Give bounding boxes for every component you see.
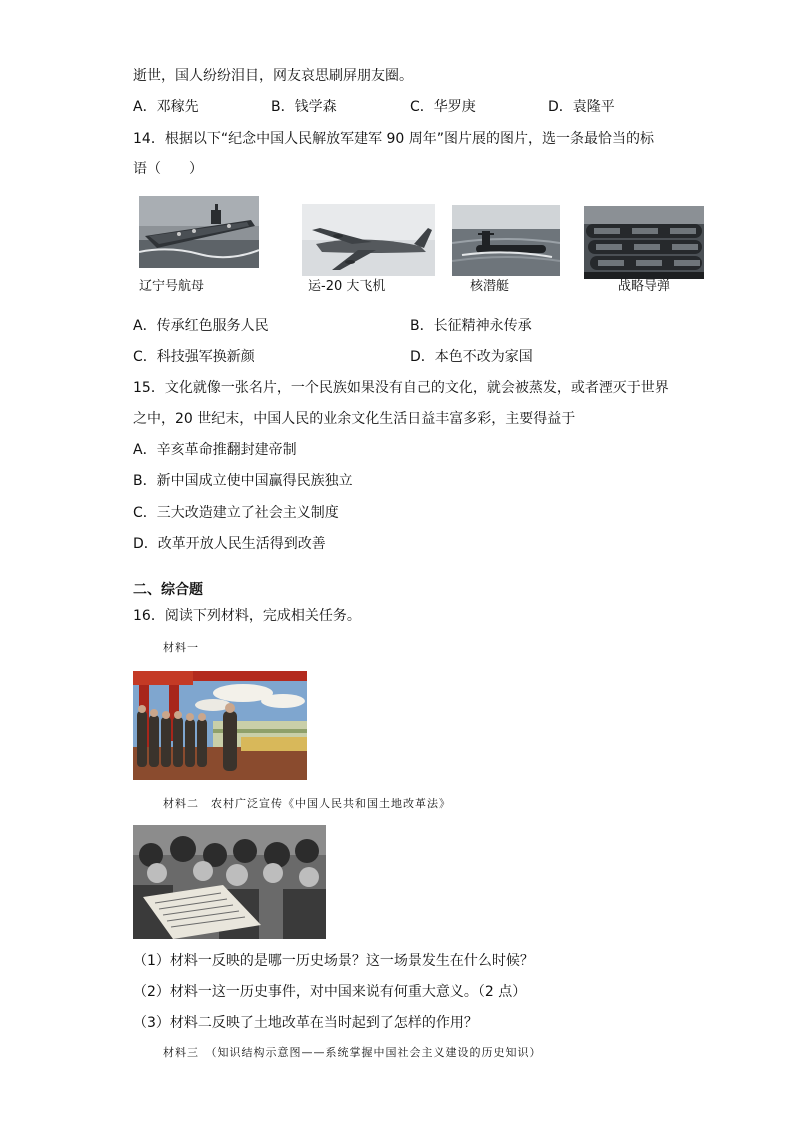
q15-option-d: D．改革开放人民生活得到改善 xyxy=(133,536,326,552)
q15-option-a: A．辛亥革命推翻封建帝制 xyxy=(133,442,297,458)
missile-photo xyxy=(584,206,704,279)
q15-stem-line1: 15．文化就像一张名片，一个民族如果没有自己的文化，就会被蒸发，或者湮灭于世界 xyxy=(133,380,669,396)
q16-stem: 16．阅读下列材料，完成相关任务。 xyxy=(133,608,361,624)
submarine-photo xyxy=(452,205,560,276)
caption-aircraft: 运-20 大飞机 xyxy=(308,279,386,294)
q14-option-d: D．本色不改为家国 xyxy=(410,349,533,365)
q14-option-b: B．长征精神永传承 xyxy=(410,318,532,334)
q14-option-a: A．传承红色服务人民 xyxy=(133,318,269,334)
material1-label: 材料一 xyxy=(163,641,199,654)
caption-submarine: 核潜艇 xyxy=(470,279,510,294)
q15-option-c: C．三大改造建立了社会主义制度 xyxy=(133,505,339,521)
q15-option-b: B．新中国成立使中国赢得民族独立 xyxy=(133,473,353,489)
q13-option-c: C．华罗庚 xyxy=(410,99,476,115)
caption-carrier: 辽宁号航母 xyxy=(139,279,205,294)
land-reform-photo xyxy=(133,825,326,939)
caption-missile: 战略导弹 xyxy=(618,279,671,294)
transport-aircraft-photo xyxy=(302,204,435,276)
q13-option-a: A．邓稼先 xyxy=(133,99,199,115)
q14-stem-line2: 语（ ） xyxy=(133,161,203,177)
section-title: 二、综合题 xyxy=(133,582,203,598)
aircraft-carrier-photo xyxy=(139,196,259,268)
q14-stem-line1: 14．根据以下“纪念中国人民解放军建军 90 周年”图片展的图片，选一条最恰当的标 xyxy=(133,131,655,147)
q14-option-c: C．科技强军换新颜 xyxy=(133,349,255,365)
q16-question-1: （1）材料一反映的是哪一历史场景？这一场景发生在什么时候？ xyxy=(133,953,534,969)
material2-label: 材料二 农村广泛宣传《中国人民共和国土地改革法》 xyxy=(163,797,451,810)
material3-label: 材料三 （知识结构示意图——系统掌握中国社会主义建设的历史知识） xyxy=(163,1046,542,1059)
founding-ceremony-painting xyxy=(133,671,307,780)
q16-question-2: （2）材料一这一历史事件，对中国来说有何重大意义。（2 点） xyxy=(133,984,527,1000)
q13-option-b: B．钱学森 xyxy=(271,99,337,115)
q13-continuation: 逝世，国人纷纷泪目，网友哀思刷屏朋友圈。 xyxy=(133,68,413,84)
q16-question-3: （3）材料二反映了土地改革在当时起到了怎样的作用？ xyxy=(133,1015,478,1031)
q13-option-d: D．袁隆平 xyxy=(548,99,615,115)
q15-stem-line2: 之中，20 世纪末，中国人民的业余文化生活日益丰富多彩，主要得益于 xyxy=(133,411,576,427)
